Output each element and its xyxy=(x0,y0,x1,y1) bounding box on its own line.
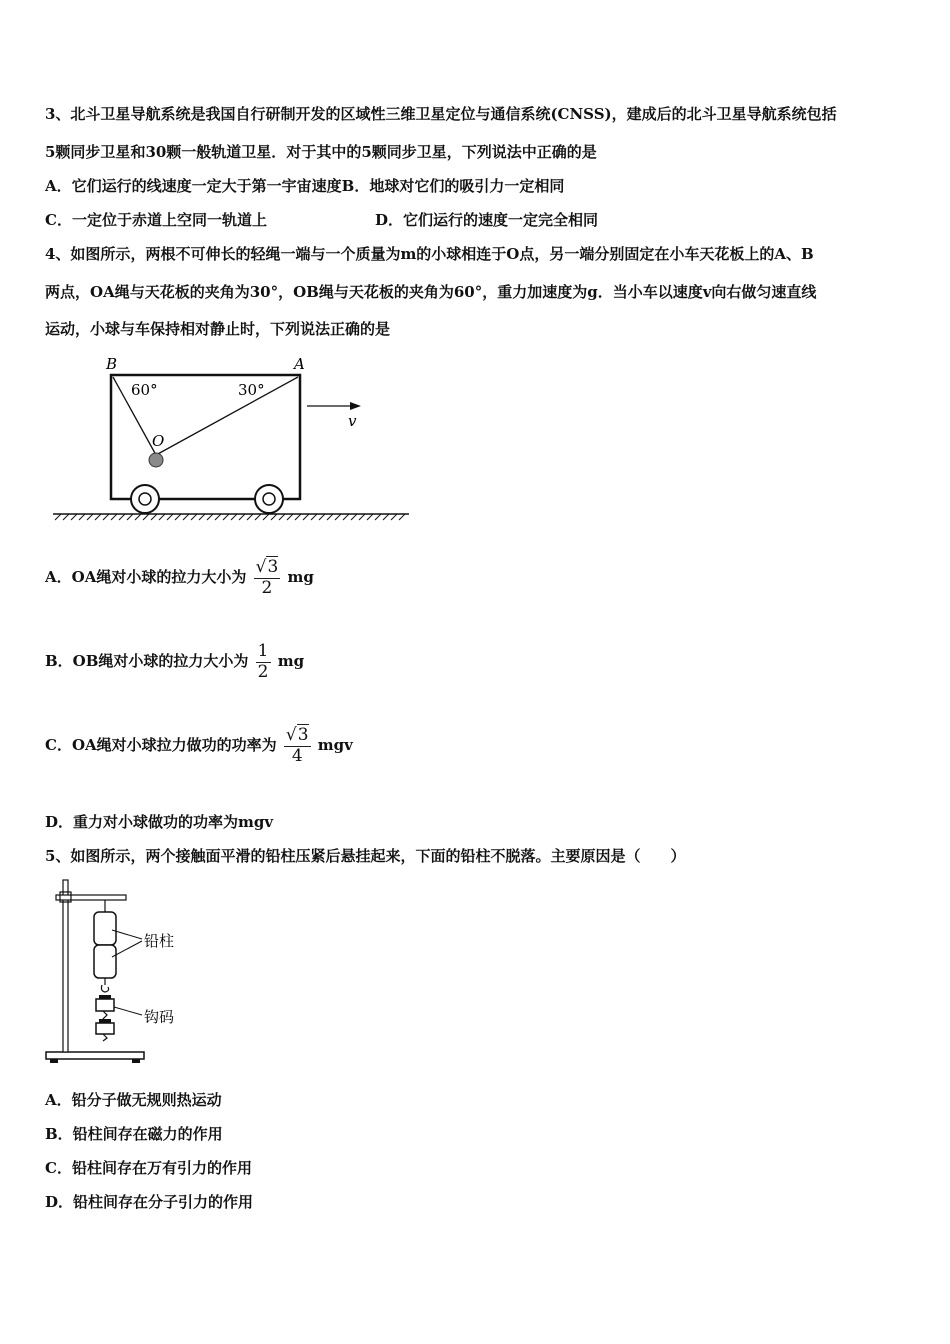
q3-option-a: A．它们运行的线速度一定大于第一宇宙速度 xyxy=(45,177,342,195)
q3-option-b: B．地球对它们的吸引力一定相同 xyxy=(341,177,565,195)
fraction-1-over-2 xyxy=(256,642,271,682)
q4-stem-line3: 运动，小球与车保持相对静止时，下列说法正确的是 xyxy=(45,320,391,338)
q4-option-c-unit: mgv xyxy=(317,736,353,755)
q3-options-cd xyxy=(45,209,845,230)
cart-figure xyxy=(45,350,415,525)
lead-cylinder-figure xyxy=(44,875,204,1065)
ground-hatching xyxy=(55,514,405,520)
ball xyxy=(149,453,163,467)
fraction-sqrt3-over-4: $\frac{√3}{4}$ xyxy=(285,725,309,766)
label-o: O xyxy=(152,432,165,450)
q3-stem-line2: 5颗同步卫星和30颗一般轨道卫星．对于其中的5颗同步卫星，下列说法中正确的是 xyxy=(45,143,597,161)
q4-option-a-unit: mg xyxy=(287,568,314,587)
lead-cylinder-top xyxy=(94,912,116,945)
stand-base xyxy=(46,1052,144,1059)
arrowhead-icon xyxy=(350,402,361,410)
q4-option-d: D．重力对小球做功的功率为mgv xyxy=(45,813,274,831)
q4-option-b-text: B．OB绳对小球的拉力大小为 xyxy=(45,652,249,671)
q3-option-d: D．它们运行的速度一定完全相同 xyxy=(375,211,599,229)
q4-option-a-denominator: 2 xyxy=(254,578,281,599)
q5-option-c: C．铅柱间存在万有引力的作用 xyxy=(45,1159,252,1177)
q4-option-b xyxy=(45,642,304,682)
label-b: B xyxy=(106,355,118,373)
label-lead-cylinder: 铅柱 xyxy=(144,932,175,950)
stand-rod xyxy=(63,880,68,1052)
q4-option-a-numerator: 3 xyxy=(267,557,279,577)
right-wheel xyxy=(255,485,283,513)
q3-stem-line1: 3、北斗卫星导航系统是我国自行研制开发的区域性三维卫星定位与通信系统(CNSS)，建成后的北斗卫星导航系统包括 xyxy=(45,105,837,123)
label-weight: 钩码 xyxy=(144,1008,175,1026)
fraction-sqrt3-over-2: $\frac{√3}{2}$ xyxy=(255,557,279,598)
q5-option-d: D．铅柱间存在分子引力的作用 xyxy=(45,1193,254,1211)
q4-option-c-denominator: 4 xyxy=(284,746,311,767)
stand-crossbar xyxy=(56,895,126,900)
q4-stem-line1: 4、如图所示，两根不可伸长的轻绳一端与一个质量为m的小球相连于O点，另一端分别固定在小车天花板上的A、B xyxy=(45,245,814,263)
q4-stem-line2: 两点，OA绳与天花板的夹角为30°，OB绳与天花板的夹角为60°，重力加速度为g．当小车以速度v向右做匀速直线 xyxy=(45,283,817,301)
angle-60-label: 60° xyxy=(131,381,158,399)
q4-option-c-text: C．OA绳对小球拉力做功的功率为 xyxy=(45,736,277,755)
q5-option-b: B．铅柱间存在磁力的作用 xyxy=(45,1125,223,1143)
q4-option-b-numerator: 1 xyxy=(257,641,269,661)
lead-cylinder-bottom xyxy=(94,945,116,978)
q4-option-c-numerator: 3 xyxy=(297,725,309,745)
q5-stem: 5、如图所示，两个接触面平滑的铅柱压紧后悬挂起来，下面的铅柱不脱落。主要原因是（ ） xyxy=(45,847,686,865)
q4-option-b-denominator: 2 xyxy=(257,661,269,682)
q4-option-c xyxy=(45,726,353,766)
left-wheel xyxy=(131,485,159,513)
weight-bottom xyxy=(96,1023,114,1034)
q3-option-c: C．一定位于赤道上空同一轨道上 xyxy=(45,211,267,229)
label-v: v xyxy=(348,412,357,430)
q4-option-a-text: A．OA绳对小球的拉力大小为 xyxy=(45,568,247,587)
angle-30-label: 30° xyxy=(238,381,265,399)
weight-top xyxy=(96,999,114,1011)
q4-option-a xyxy=(45,558,314,598)
q4-option-b-unit: mg xyxy=(277,652,305,671)
q5-option-a: A．铅分子做无规则热运动 xyxy=(45,1091,222,1109)
string-oa xyxy=(156,377,298,455)
q3-options-ab xyxy=(45,175,564,196)
label-a: A xyxy=(294,355,305,373)
